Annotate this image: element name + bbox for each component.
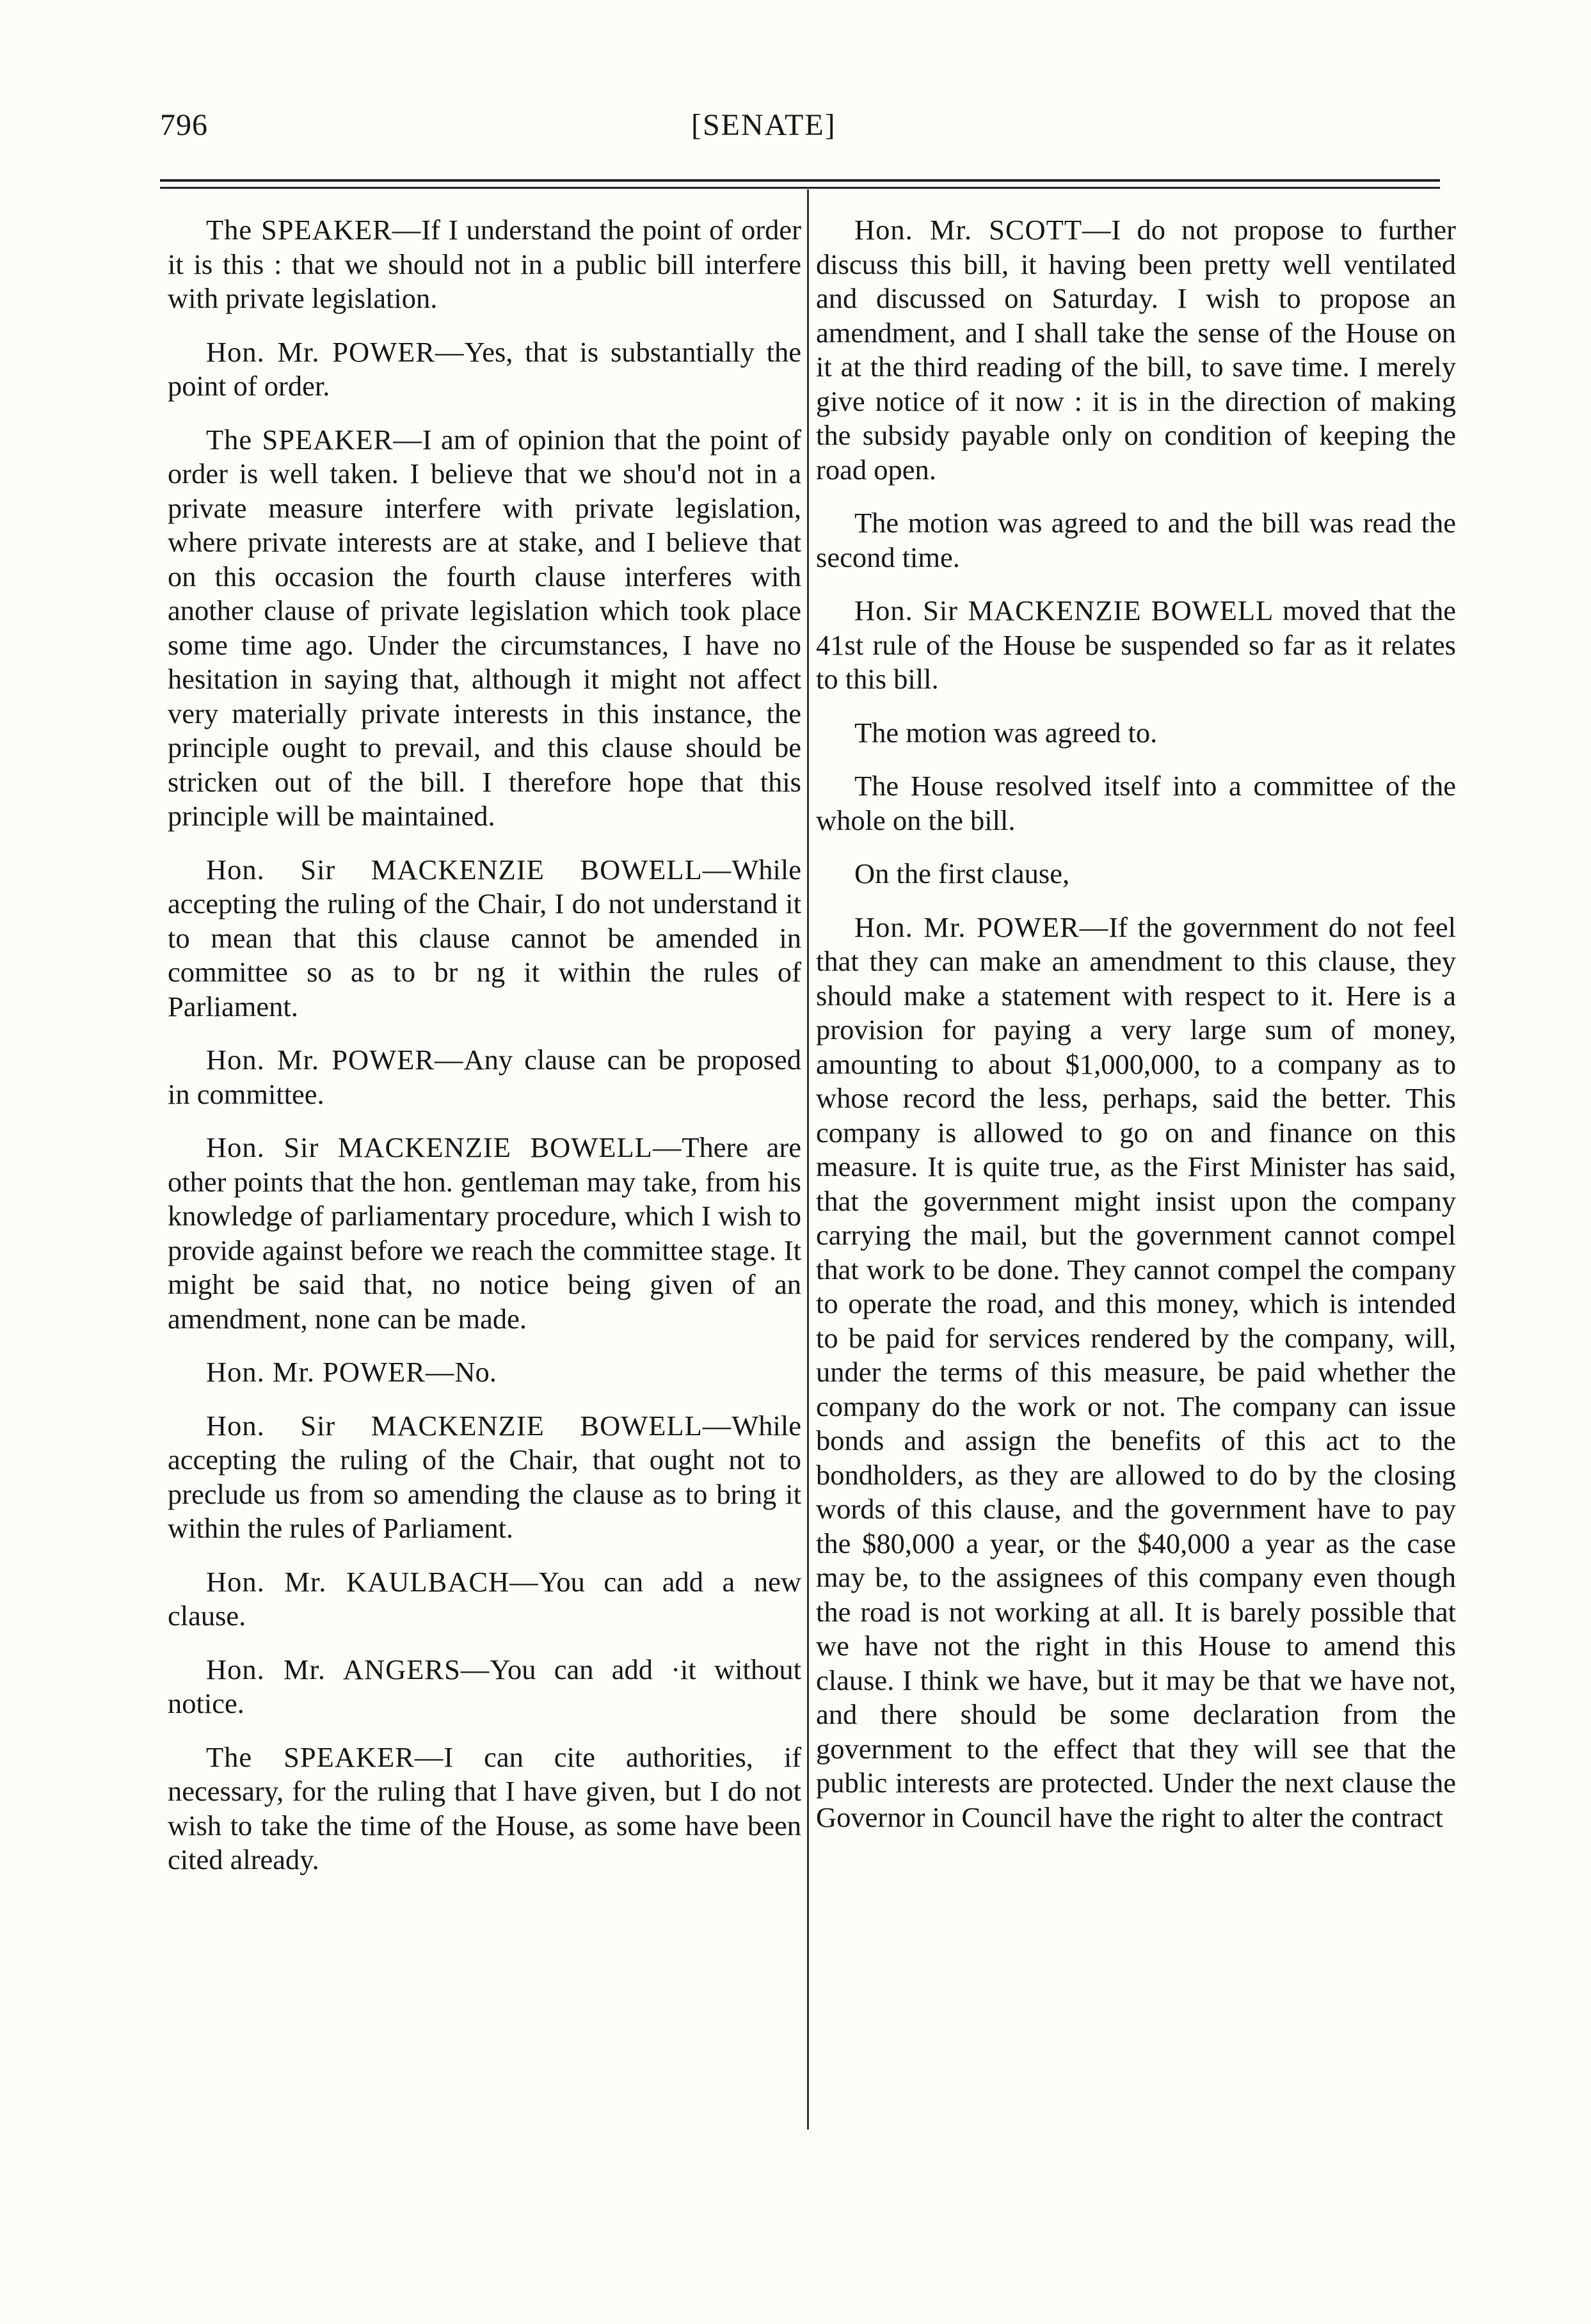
paragraph-text: While accepting the ruling of the Chair, I do not understand it to mean that this clause cannot be amended in committee so as to br ng it within the rules of Parliament. bbox=[168, 853, 801, 1023]
speaker-name: The SPEAKER— bbox=[206, 423, 422, 456]
speaker-name: Hon. Mr. ANGERS— bbox=[206, 1653, 490, 1685]
paragraph-text: I can cite authorities, if necessary, for the ruling that I have given, but I do not wish to take the time of the House, as some have been cited already. bbox=[168, 1740, 802, 1875]
column-divider bbox=[807, 189, 809, 2129]
running-head: [SENATE] bbox=[691, 108, 836, 142]
paragraph-text: I am of opinion that the point of order is well taken. I believe that we shou'd not in a private measure interfere with private legislation, where private interests are at stake, and I believe that on this occasion the fourth clause interferes with another clause of private legislation which took place some time ago. Under the circumstances, I have no hesitation in saying that, although it might not affect very materially private interests in this instance, the principle ought to prevail, and this clause should be stricken out of the bill. I therefore hope that this principle will be maintained. bbox=[168, 423, 801, 832]
paragraph bbox=[168, 1565, 801, 1634]
paragraph bbox=[168, 423, 801, 834]
paragraph bbox=[816, 213, 1456, 487]
paragraph-text: No. bbox=[454, 1356, 497, 1388]
paragraph bbox=[168, 1355, 801, 1390]
paragraph-text: While accepting the ruling of the Chair, that ought not to preclude us from so amending the clause as to bring it within the rules of Parliament. bbox=[168, 1409, 801, 1544]
paragraph-text: There are other points that the hon. gentleman may take, from his knowledge of parliamentary procedure, which I wish to provide against before we reach the committee stage. It might be said that, no notice being given of an amendment, none can be made. bbox=[168, 1131, 802, 1335]
paragraph bbox=[168, 1653, 801, 1721]
paragraph-text: moved that the 41st rule of the House be suspended so far as it relates to this bill. bbox=[816, 594, 1456, 695]
paragraph bbox=[168, 213, 801, 316]
header-rule-top bbox=[160, 179, 1440, 182]
paragraph bbox=[816, 594, 1456, 697]
paragraph bbox=[816, 857, 1456, 891]
page-number: 796 bbox=[160, 108, 208, 142]
speaker-name: The SPEAKER— bbox=[206, 1740, 444, 1773]
paragraph bbox=[816, 769, 1456, 838]
speaker-name: Hon. Mr. POWER— bbox=[206, 335, 465, 368]
speaker-name: Hon. Sir MACKENZIE BOWELL bbox=[854, 594, 1283, 626]
right-column bbox=[816, 213, 1456, 1854]
speaker-name: Hon. Sir MACKENZIE BOWELL— bbox=[206, 1131, 682, 1163]
header-rule-bottom bbox=[160, 187, 1440, 189]
paragraph-text: You can add ·it without notice. bbox=[168, 1653, 801, 1719]
paragraph bbox=[816, 506, 1456, 575]
speaker-name: Hon. Mr. POWER— bbox=[206, 1044, 464, 1076]
speaker-name: Hon. Mr. SCOTT— bbox=[854, 214, 1112, 246]
left-column bbox=[168, 213, 801, 1897]
paragraph-text: Yes, that is substantially the point of order. bbox=[168, 335, 801, 402]
paragraph-text: The motion was agreed to and the bill was read the second time. bbox=[816, 507, 1456, 573]
paragraph bbox=[168, 853, 801, 1024]
paragraph-text: On the first clause, bbox=[854, 857, 1070, 889]
paragraph-text: Any clause can be proposed in committee. bbox=[168, 1044, 801, 1110]
paragraph bbox=[816, 716, 1456, 751]
page-header bbox=[0, 107, 1591, 152]
speaker-name: Hon. Sir MACKENZIE BOWELL— bbox=[206, 853, 732, 886]
speaker-name: The SPEAKER— bbox=[206, 214, 422, 246]
paragraph bbox=[816, 911, 1456, 1835]
paragraph bbox=[168, 1409, 801, 1546]
speaker-name: Hon. Mr. POWER— bbox=[206, 1356, 455, 1388]
paragraph bbox=[168, 1131, 801, 1336]
paragraph bbox=[168, 1043, 801, 1111]
speaker-name: Hon. Mr. POWER— bbox=[854, 911, 1109, 943]
paragraph bbox=[168, 1740, 801, 1877]
paragraph-text: You can add a new clause. bbox=[168, 1565, 801, 1632]
paragraph-text: The motion was agreed to. bbox=[854, 716, 1158, 749]
speaker-name: Hon. Mr. KAULBACH— bbox=[206, 1565, 539, 1598]
speaker-name: Hon. Sir MACKENZIE BOWELL— bbox=[206, 1409, 732, 1442]
paragraph-text: I do not propose to further discuss this bill, it having been pretty well ventilated and discussed on Saturday. I wish to propose an amendment, and I shall take the sense of the House on it at the third reading of the bill, to save time. I merely give notice of it now : it is in the direction of making the subsidy payable only on condition of keeping the road open. bbox=[816, 214, 1456, 486]
paragraph-text: The House resolved itself into a committee of the whole on the bill. bbox=[816, 770, 1456, 836]
paragraph-text: If the government do not feel that they can make an amendment to this clause, they should make a statement with respect to it. Here is a provision for paying a very large sum of money, amounting to about $1,000,000, to a company as to whose record the less, perhaps, said the better. This company is allowed to go on and finance on this measure. It is quite true, as the First Minister has said, that the government might insist upon the company carrying the mail, but the government cannot compel that work to be done. They cannot compel the company to operate the road, and this money, which is intended to be paid for services rendered by the company, will, under the terms of this measure, be paid whether the company do the work or not. The company can issue bonds and assign the benefits of this act to the bondholders, as they are allowed to do by the closing words of this clause, and the government have to pay the $80,000 a year, or the $40,000 a year as the case may be, to the assignees of this company even though the road is not working at all. It is barely possible that we have not the right in this House to amend this clause. I think we have, but it may be that we have not, and there should be some declaration from the government to the effect that they will see that the public interests are protected. Under the next clause the Governor in Council have the right to alter the contract bbox=[816, 911, 1456, 1833]
paragraph-text: If I understand the point of order it is this : that we should not in a public bill interfere with private legislation. bbox=[168, 214, 801, 314]
paragraph bbox=[168, 335, 801, 404]
